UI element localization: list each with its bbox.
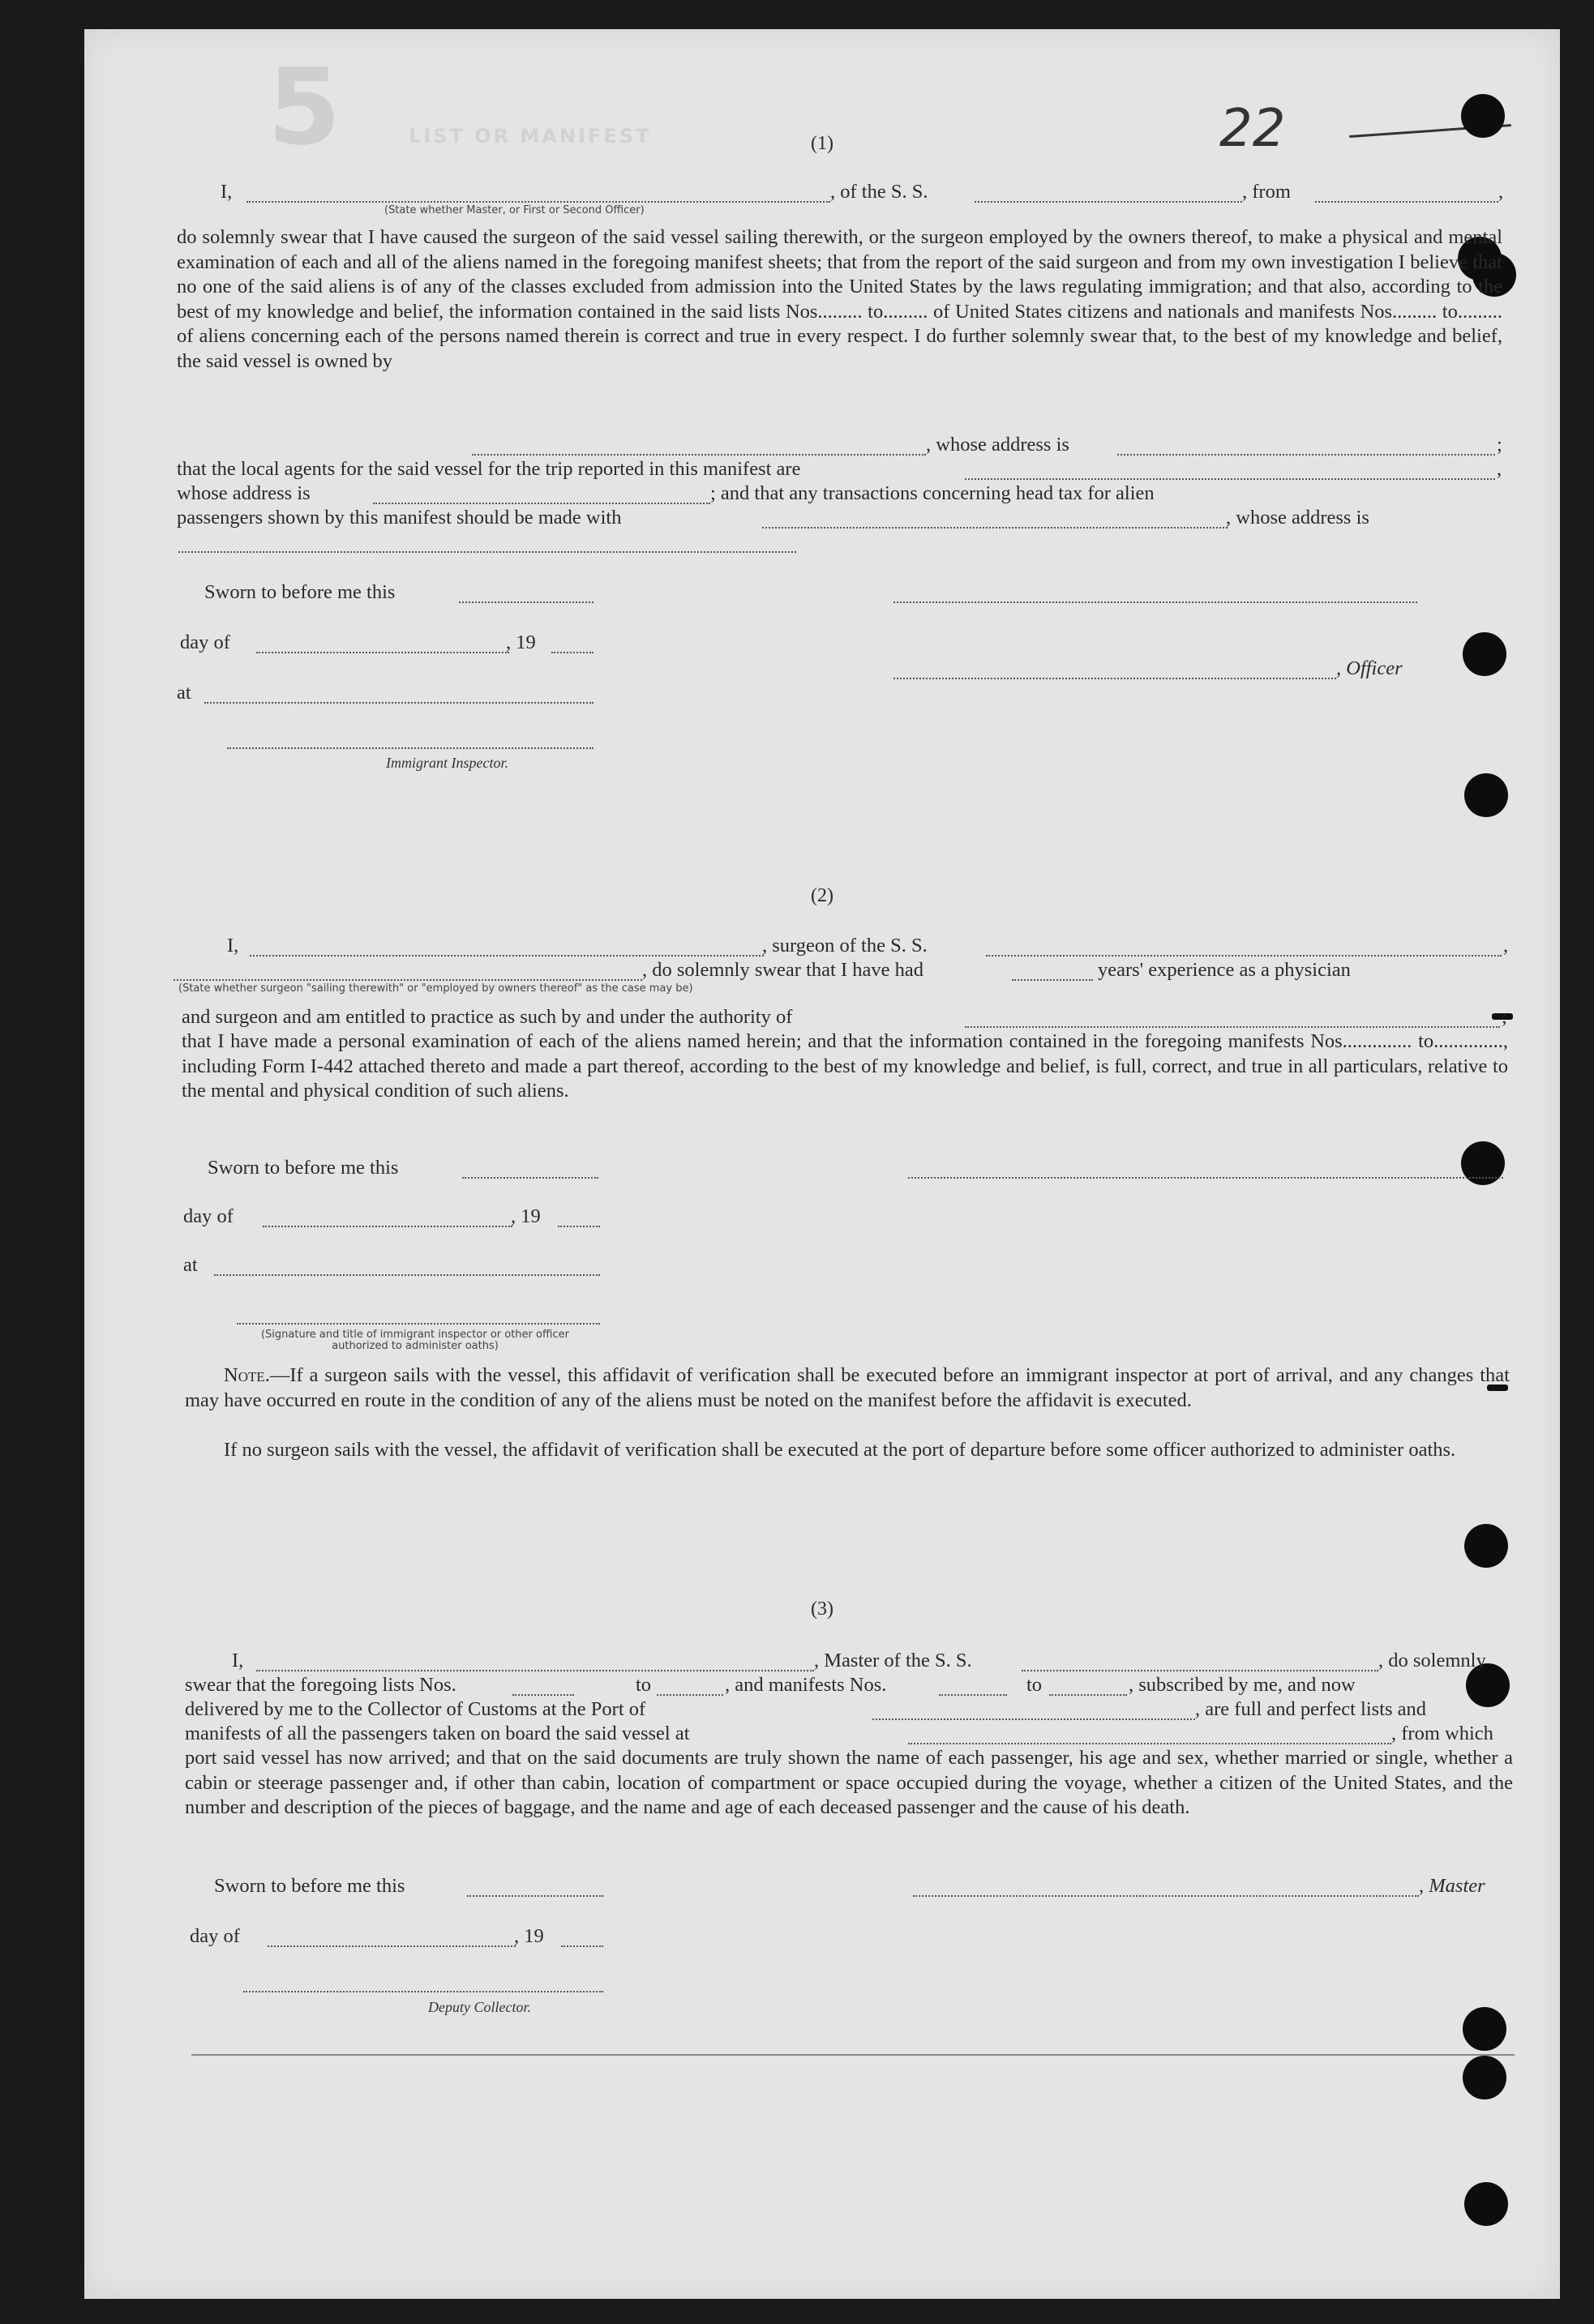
s1-day-of-field[interactable]	[256, 652, 509, 653]
s2-note-2	[185, 1438, 1510, 1463]
s1-line-end: ,	[1498, 181, 1504, 203]
punch-hole	[1463, 632, 1506, 676]
s1-sworn-label: Sworn to before me this	[204, 581, 396, 603]
s2-sworn-label: Sworn to before me this	[208, 1157, 399, 1179]
s3-collector-signature-line[interactable]	[243, 1991, 603, 1992]
s1-headtax-label: ; and that any transactions concerning head tax for alien	[710, 482, 1155, 504]
s2-ship-field[interactable]	[986, 955, 1502, 957]
punch-hole	[1464, 1524, 1508, 1568]
s1-year-field[interactable]	[551, 652, 593, 653]
s3-sworn-day-field[interactable]	[467, 1895, 603, 1897]
handwritten-sheet-number: 22	[1219, 99, 1286, 159]
s2-surgeon-caption: (State whether surgeon "sailing therewith" or "employed by owners thereof" as the case may be)	[178, 982, 693, 995]
s2-note-text: —If a surgeon sails with the vessel, this affidavit of verification shall be executed before an immigrant inspector at port of arrival, and any changes that may have occurred en route in the condition of any of the aliens must be noted on the manifest before the affidavit is executed.	[185, 1364, 1510, 1411]
s3-to2-label: to	[1026, 1674, 1043, 1696]
s3-master-label: , Master	[1419, 1875, 1485, 1897]
s1-from-label: , from	[1242, 181, 1291, 203]
section-1-heading: (1)	[811, 133, 833, 154]
bottom-rule	[191, 2054, 1515, 2056]
s2-surgeon-signature-line[interactable]	[908, 1177, 1503, 1179]
s3-year-label: , 19	[514, 1925, 544, 1947]
s2-year-label: , 19	[511, 1205, 541, 1227]
s1-officer-signature-line-1[interactable]	[893, 601, 1417, 603]
s2-surgeon-of-label: , surgeon of the S. S.	[762, 935, 928, 957]
s2-years-label: years' experience as a physician	[1098, 959, 1351, 981]
s2-signature-caption: (Signature and title of immigrant inspector or other officer authorized to administer oaths)	[260, 1329, 570, 1352]
bleed-through-mark: 5	[268, 45, 336, 169]
punch-hole	[1464, 773, 1508, 817]
s1-inspector-signature-line[interactable]	[227, 747, 593, 749]
s3-year-field[interactable]	[561, 1945, 603, 1947]
s3-subscribed-label: , subscribed by me, and now	[1129, 1674, 1356, 1696]
s3-collector-label: Deputy Collector.	[428, 1999, 531, 2015]
s3-master-of-label: , Master of the S. S.	[814, 1650, 972, 1671]
s3-manifests-to-field[interactable]	[1049, 1694, 1127, 1696]
s1-passengers-label: passengers shown by this manifest should be made with	[177, 507, 622, 529]
s3-to1-label: to	[636, 1674, 652, 1696]
s2-officer-signature-line[interactable]	[237, 1323, 600, 1325]
s3-ship-field[interactable]	[1022, 1670, 1378, 1671]
s3-lists-from-field[interactable]	[512, 1694, 574, 1696]
s1-passengers-address-field[interactable]	[178, 551, 796, 553]
s2-day-of-label: day of	[183, 1205, 234, 1227]
s1-body: do solemnly swear that I have caused the surgeon of the said vessel sailing therewith, or the surgeon employed by the owners thereof, to make a physical and mental examination of each and all of the aliens named in the foregoing manifest sheets; that from the report of the said surgeon and from my own investigation I believe that no one of the said aliens is of any of the classes excluded from admission into the United States by the laws regulating immigration; and that also, according to the best of my knowledge and belief, the information contained in the said lists Nos......... to......... of United States citizens and nationals and manifests Nos......... to......... of aliens concerning each of the persons named therein is correct and true in every respect. I do further solemnly swear that, to the best of my knowledge and belief, the said vessel is owned by	[177, 226, 1502, 372]
s1-officer-field[interactable]	[246, 201, 830, 203]
s2-practice-label: and surgeon and am entitled to practice as such by and under the authority of	[182, 1006, 793, 1028]
s3-manifests-label: manifests of all the passengers taken on board the said vessel at	[185, 1723, 690, 1744]
s1-agents-end: ,	[1497, 458, 1502, 480]
s1-day-of-label: day of	[180, 631, 230, 653]
s2-authority-field[interactable]	[965, 1026, 1500, 1028]
s3-day-of-label: day of	[190, 1925, 240, 1947]
s1-of-ss-label: , of the S. S.	[830, 181, 928, 203]
s2-at-field[interactable]	[214, 1274, 600, 1276]
s1-whose-address-label: whose address is	[177, 482, 311, 504]
s1-i-label: I,	[221, 181, 233, 203]
s2-sworn-day-field[interactable]	[462, 1177, 598, 1179]
s1-owner-end: ;	[1497, 434, 1502, 456]
s3-port-field[interactable]	[872, 1718, 1195, 1720]
s2-at-label: at	[183, 1254, 198, 1276]
s2-body: that I have made a personal examination of each of the aliens named herein; and that the information contained in the foregoing manifests Nos.............. to.............., including Form I-442 attached thereto and made a part thereof, according to the best of my knowledge and belief, is full, correct, and true in all particulars, relative to the mental and physical condition of such aliens.	[182, 1030, 1508, 1102]
s3-body: port said vessel has now arrived; and that on the said documents are truly shown the name of each passenger, his age and sex, whether married or single, whether a cabin or steerage passenger and, if other than cabin, location of compartment or space occupied during the voyage, whether a citizen of the United States, and the number and description of the pieces of baggage, and the name and age of each deceased passenger and the cause of his death.	[185, 1747, 1513, 1818]
s2-year-field[interactable]	[558, 1226, 600, 1227]
s1-at-field[interactable]	[204, 702, 593, 704]
s2-note-label: Note.	[224, 1364, 270, 1386]
punch-hole	[1463, 2007, 1506, 2051]
section-3-heading: (3)	[811, 1599, 833, 1620]
s3-master-signature-line[interactable]	[913, 1895, 1419, 1897]
s3-sworn-label: Sworn to before me this	[214, 1875, 405, 1897]
s3-from-which-label: , from which	[1391, 1723, 1493, 1744]
s2-note-2-text: If no surgeon sails with the vessel, the affidavit of verification shall be executed at the port of departure before some officer authorized to administer oaths.	[224, 1439, 1456, 1461]
s2-practice-end: ;	[1502, 1006, 1507, 1028]
s3-boarding-port-field[interactable]	[908, 1743, 1391, 1744]
s2-surgeon-type-field[interactable]	[174, 979, 642, 981]
s3-swear-lists-label: swear that the foregoing lists Nos.	[185, 1674, 456, 1696]
s3-manifests-from-field[interactable]	[939, 1694, 1007, 1696]
s3-and-manifests-label: , and manifests Nos.	[725, 1674, 887, 1696]
s3-i-label: I,	[232, 1650, 244, 1671]
s3-day-of-field[interactable]	[268, 1945, 516, 1947]
s1-agents-field[interactable]	[965, 478, 1495, 480]
s1-agents-label: that the local agents for the said vessel for the trip reported in this manifest are	[177, 458, 801, 480]
punch-hole	[1464, 2182, 1508, 2226]
s3-delivered-label: delivered by me to the Collector of Customs at the Port of	[185, 1698, 646, 1720]
s1-inspector-label: Immigrant Inspector.	[386, 755, 508, 771]
s1-officer-label: , Officer	[1336, 657, 1403, 679]
punch-hole	[1461, 94, 1505, 138]
s2-line-end: ,	[1503, 935, 1509, 957]
s1-officer-caption: (State whether Master, or First or Second Officer)	[384, 204, 645, 216]
s1-from-field[interactable]	[1315, 201, 1498, 203]
s1-sworn-day-field[interactable]	[459, 601, 593, 603]
s3-master-name-field[interactable]	[256, 1670, 814, 1671]
section-2-heading: (2)	[811, 885, 833, 906]
s3-full-lists-label: , are full and perfect lists and	[1195, 1698, 1427, 1720]
s2-years-field[interactable]	[1012, 979, 1093, 981]
s2-note	[185, 1363, 1510, 1413]
s2-day-of-field[interactable]	[263, 1226, 512, 1227]
punch-hole	[1463, 2056, 1506, 2099]
s1-officer-signature-line-2[interactable]	[893, 678, 1336, 679]
s1-owner-field[interactable]	[472, 454, 926, 456]
s3-lists-to-field[interactable]	[657, 1694, 723, 1696]
s2-swear-label: , do solemnly swear that I have had	[642, 959, 923, 981]
manifest-page	[84, 29, 1560, 2299]
s1-owner-address-label: , whose address is	[926, 434, 1069, 456]
s2-surgeon-name-field[interactable]	[250, 955, 764, 957]
bleed-through-header: LIST OR MANIFEST	[409, 125, 652, 148]
s2-i-label: I,	[227, 935, 239, 957]
s1-ship-field[interactable]	[975, 201, 1242, 203]
s3-solemnly-label: , do solemnly	[1378, 1650, 1486, 1671]
s1-passengers-field[interactable]	[762, 527, 1228, 529]
s1-agents-address-field[interactable]	[373, 503, 710, 504]
s1-passengers-tail: , whose address is	[1226, 507, 1369, 529]
s1-at-label: at	[177, 682, 191, 704]
s1-owner-address-field[interactable]	[1117, 454, 1495, 456]
s1-year-label: , 19	[506, 631, 536, 653]
